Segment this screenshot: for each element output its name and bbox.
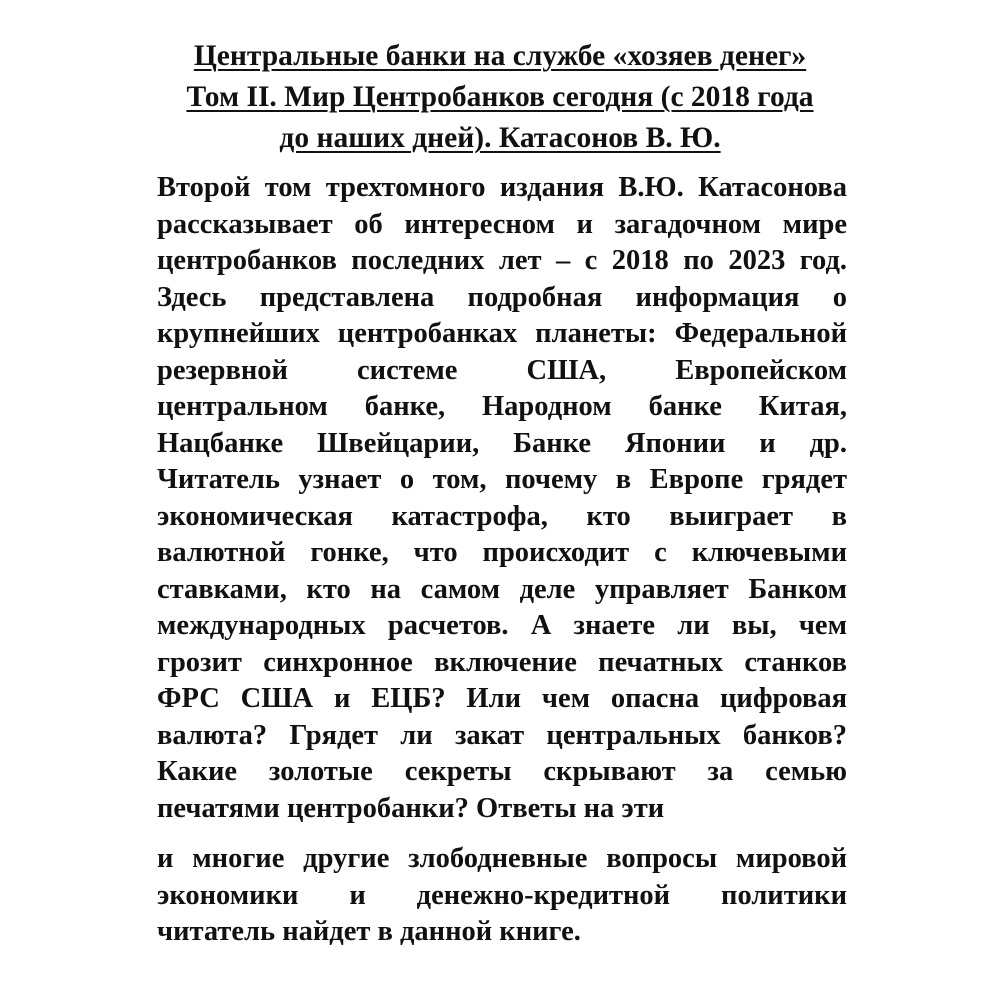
text-line: резервной системе США, Европейском <box>157 354 847 386</box>
text-line: читатель найдет в данной книге. <box>157 916 581 947</box>
book-title <box>150 36 850 159</box>
text-line: ставками, кто на самом деле управляет Банком <box>157 573 847 605</box>
text-line: экономики и денежно-кредитной политики <box>157 879 847 911</box>
text-line: и многие другие злободневные вопросы мировой <box>157 843 847 874</box>
text-line: грозит синхронное включение печатных станков <box>157 646 847 678</box>
text-line: Читатель узнает о том, почему в Европе грядет <box>157 464 847 495</box>
text-line: ФРС США и ЕЦБ? Или чем опасна цифровая <box>157 683 847 714</box>
text-line: экономическая катастрофа, кто выиграет в <box>157 500 847 532</box>
text-line: валютной гонке, что происходит с ключевыми <box>157 537 847 568</box>
text-line: Второй том трехтомного издания В.Ю. Катасонова <box>157 172 847 203</box>
title-line: Центральные банки на службе «хозяев денег» <box>193 40 807 72</box>
text-line: центральном банке, Народном банке Китая, <box>157 391 847 422</box>
text-line: центробанков последних лет – с 2018 по 2023 год. <box>157 245 847 276</box>
continuation-paragraph <box>157 841 847 951</box>
description-paragraph <box>157 170 847 827</box>
text-line: валюта? Грядет ли закат центральных банков? <box>157 719 847 751</box>
text-line: Здесь представлена подробная информация о <box>157 281 847 313</box>
text-line: Нацбанке Швейцарии, Банке Японии и др. <box>157 427 847 459</box>
text-line: рассказывает об интересном и загадочном мире <box>157 208 847 240</box>
title-line: Том II. Мир Центробанков сегодня (с 2018 года <box>186 81 814 113</box>
text-line: Какие золотые секреты скрывают за семью <box>157 756 847 787</box>
text-line: международных расчетов. А знаете ли вы, чем <box>157 610 847 641</box>
text-line: печатями центробанки? Ответы на эти <box>157 792 665 824</box>
title-line: до наших дней). Катасонов В. Ю. <box>279 122 721 154</box>
text-line: крупнейших центробанках планеты: Федеральной <box>157 318 847 349</box>
